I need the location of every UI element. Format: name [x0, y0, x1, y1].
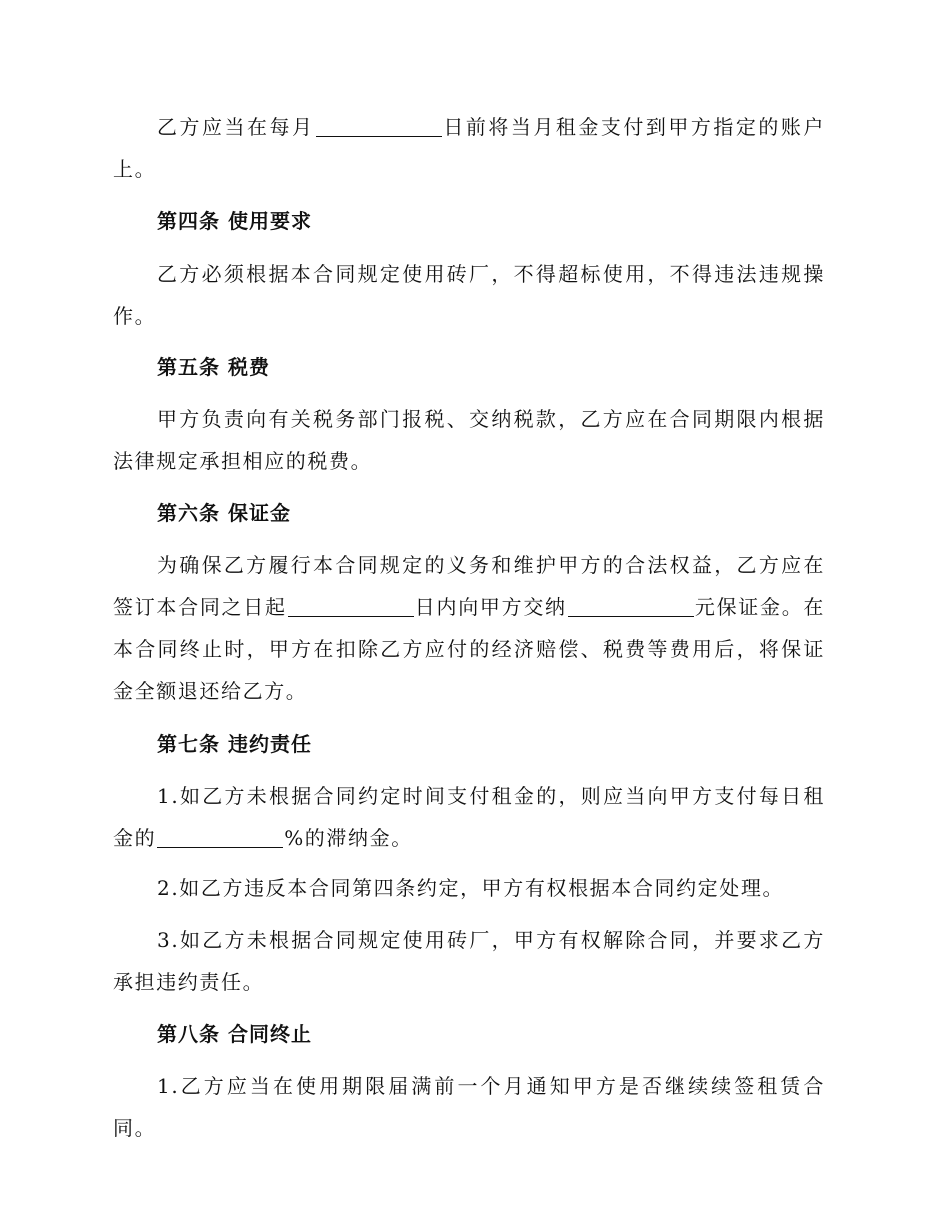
- text-segment: %的滞纳金。: [284, 826, 413, 850]
- rent-payment-paragraph: [113, 106, 825, 190]
- text-segment: 日内向甲方交纳: [414, 595, 567, 619]
- text-segment: 日前将当月租金支付到甲方指定的账户上。: [113, 115, 825, 181]
- text-segment: 乙方应当在每月: [157, 115, 315, 139]
- termination-clause-1: 1.乙方应当在使用期限届满前一个月通知甲方是否继续续签租赁合同。: [113, 1074, 825, 1140]
- article-5-heading: 第五条 税费: [157, 355, 270, 379]
- blank-day-of-month: [316, 116, 442, 137]
- text-segment: 元保证金。在本合同终止时，甲方在扣除乙方应付的经济赔偿、税费等费用后，将保证金全额退还给乙方。: [113, 595, 825, 703]
- deposit-paragraph: [113, 544, 825, 712]
- article-7-heading: 第七条 违约责任: [157, 732, 312, 756]
- blank-late-fee-percent: [157, 827, 283, 848]
- blank-days: [288, 596, 414, 617]
- breach-clause-3: 3.如乙方未根据合同规定使用砖厂，甲方有权解除合同，并要求乙方承担违约责任。: [113, 928, 825, 994]
- text-segment: 1.如乙方未根据合同约定时间支付租金的，则应当向甲方支付每日租金的: [113, 784, 825, 850]
- article-6-heading: 第六条 保证金: [157, 501, 291, 525]
- usage-requirements-paragraph: 乙方必须根据本合同规定使用砖厂，不得超标使用，不得违法违规操作。: [113, 262, 825, 328]
- breach-clause-1: [113, 775, 825, 859]
- blank-deposit-amount: [568, 596, 694, 617]
- article-8-heading: 第八条 合同终止: [157, 1022, 312, 1046]
- text-segment: 为确保乙方履行本合同规定的义务和维护甲方的合法权益，乙方应在签订本合同之日起: [113, 553, 825, 619]
- breach-clause-2: 2.如乙方违反本合同第四条约定，甲方有权根据本合同约定处理。: [157, 876, 785, 900]
- taxes-paragraph: 甲方负责向有关税务部门报税、交纳税款，乙方应在合同期限内根据法律规定承担相应的税费。: [113, 407, 825, 473]
- article-4-heading: 第四条 使用要求: [157, 209, 312, 233]
